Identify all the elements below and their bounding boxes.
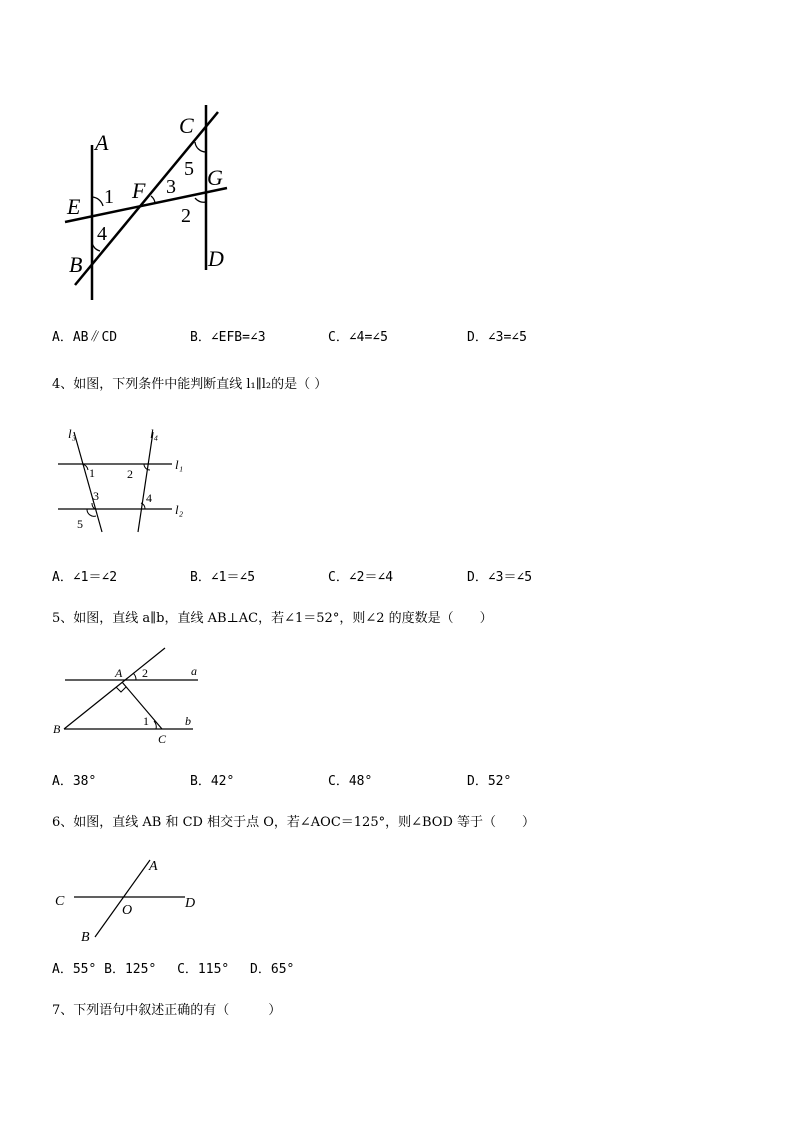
label-b: B <box>81 930 90 945</box>
label-c: C <box>55 894 65 909</box>
angle-label-1: 1 <box>104 186 114 208</box>
label-f: F <box>132 178 146 203</box>
q5-option-d: D．52° <box>467 774 512 789</box>
label-a: A <box>95 130 109 155</box>
angle-label-3: 3 <box>93 489 99 503</box>
question-6-text: 6、如图，直线 AB 和 CD 相交于点 O，若∠AOC＝125°，则∠BOD 等于（ ） <box>52 815 535 830</box>
q5-option-b: B．42° <box>190 774 235 789</box>
q5-option-a: A．38° <box>52 774 97 789</box>
q6-options: A．55° B．125° C．115° D．65° <box>52 962 295 977</box>
angle-label-5: 5 <box>184 158 194 180</box>
q3-option-d: D．∠3=∠5 <box>467 330 527 345</box>
label-l2: l₂ <box>175 502 184 517</box>
label-b: B <box>69 252 83 277</box>
angle-label-4: 4 <box>97 223 107 245</box>
angle-label-4: 4 <box>146 491 152 505</box>
angle-label-2: 2 <box>181 205 191 227</box>
label-c: C <box>179 113 194 138</box>
label-g: G <box>207 165 223 190</box>
q3-option-a: A．AB∥CD <box>52 330 118 345</box>
label-line-b: b <box>185 714 191 728</box>
label-e: E <box>67 194 81 219</box>
figure-q6-intersecting-lines <box>50 852 210 947</box>
question-5-text: 5、如图，直线 a∥b，直线 AB⊥AC，若∠1＝52°，则∠2 的度数是（ ） <box>52 611 493 626</box>
label-a: A <box>149 859 158 874</box>
question-4-text: 4、如图，下列条件中能判断直线 l₁∥l₂的是（ ） <box>52 377 328 392</box>
label-l3: l₃ <box>68 426 77 441</box>
q5-option-c: C．48° <box>328 774 373 789</box>
label-d: D <box>208 246 224 271</box>
q4-option-c: C．∠2＝∠4 <box>328 570 394 585</box>
angle-label-3: 3 <box>166 176 176 198</box>
label-c-point: C <box>158 732 167 746</box>
q3-option-c: C．∠4=∠5 <box>328 330 388 345</box>
label-o: O <box>122 903 133 918</box>
label-l1: l₁ <box>175 457 184 472</box>
q4-option-a: A．∠1＝∠2 <box>52 570 118 585</box>
label-l4: l₄ <box>150 426 159 441</box>
angle-label-2: 2 <box>142 666 148 680</box>
figure-parallel-lines-ef-cd <box>55 100 245 305</box>
label-b-point: B <box>53 722 61 736</box>
figure-q4-lines <box>50 420 200 535</box>
q4-option-b: B．∠1＝∠5 <box>190 570 256 585</box>
angle-label-2: 2 <box>127 467 133 481</box>
figure-q5-triangle <box>50 643 210 748</box>
angle-label-1: 1 <box>89 466 95 480</box>
angle-label-5: 5 <box>77 517 83 531</box>
label-a-point: A <box>115 666 123 680</box>
q4-option-d: D．∠3＝∠5 <box>467 570 533 585</box>
question-7-text: 7、下列语句中叙述正确的有（ ） <box>52 1003 282 1018</box>
q3-option-b: B．∠EFB=∠3 <box>190 330 266 345</box>
angle-label-1: 1 <box>143 714 149 728</box>
label-d: D <box>185 896 196 911</box>
label-line-a: a <box>191 664 197 678</box>
